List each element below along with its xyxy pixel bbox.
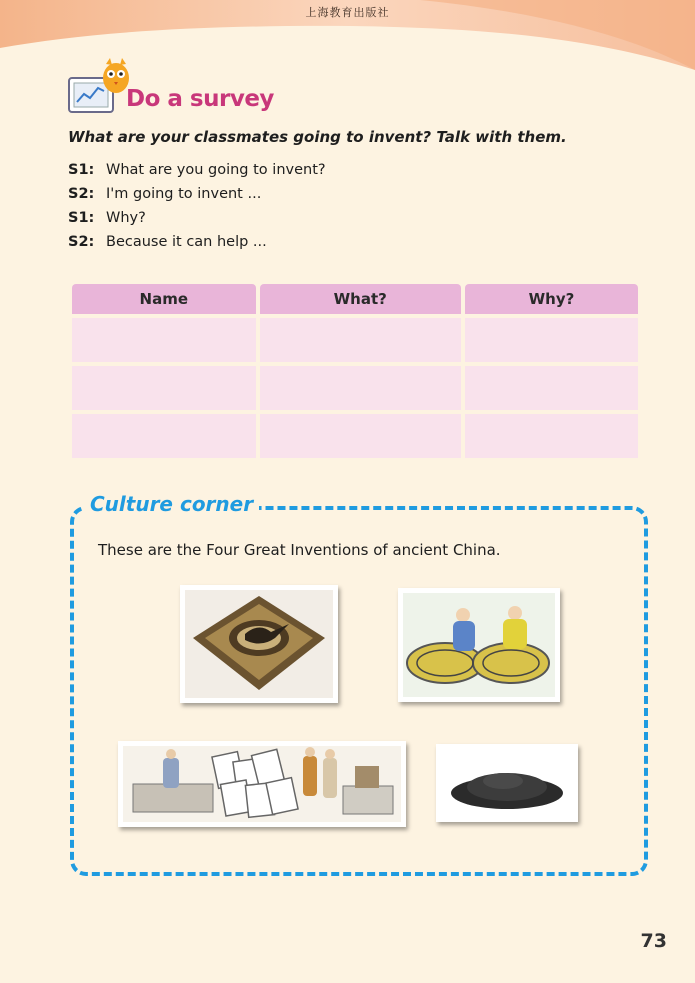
dialogue	[68, 158, 326, 254]
compass-image	[180, 585, 338, 703]
table-cell[interactable]	[72, 414, 256, 458]
culture-corner-text: These are the Four Great Inventions of ancient China.	[98, 541, 501, 559]
column-header-what: What?	[260, 284, 461, 314]
table-cell[interactable]	[465, 318, 638, 362]
dialogue-text: Why?	[106, 210, 146, 226]
speaker-label: S1:	[68, 162, 95, 178]
dialogue-text: What are you going to invent?	[106, 162, 326, 178]
speaker-label: S1:	[68, 210, 95, 226]
dialogue-line	[68, 158, 326, 182]
survey-instruction: What are your classmates going to invent? Talk with them.	[68, 128, 567, 146]
gunpowder-image	[436, 744, 578, 822]
dialogue-line	[68, 230, 326, 254]
table-cell[interactable]	[465, 414, 638, 458]
table-cell[interactable]	[260, 318, 461, 362]
column-header-why: Why?	[465, 284, 638, 314]
table-row	[72, 366, 638, 410]
dialogue-line	[68, 182, 326, 206]
table-cell[interactable]	[260, 366, 461, 410]
papermaking-image	[118, 741, 406, 827]
dialogue-line	[68, 206, 326, 230]
table-row	[72, 318, 638, 362]
survey-title: Do a survey	[126, 86, 274, 112]
column-header-name: Name	[72, 284, 256, 314]
page-number: 73	[640, 930, 667, 952]
printing-image	[398, 588, 560, 702]
table-cell[interactable]	[72, 366, 256, 410]
culture-corner-title: Culture corner	[84, 492, 259, 516]
speaker-label: S2:	[68, 234, 95, 250]
dialogue-text: I'm going to invent ...	[106, 186, 262, 202]
table-cell[interactable]	[72, 318, 256, 362]
table-cell[interactable]	[465, 366, 638, 410]
survey-table	[68, 280, 642, 462]
table-row	[72, 414, 638, 458]
table-cell[interactable]	[260, 414, 461, 458]
publisher-name: 上海教育出版社	[305, 6, 390, 19]
speaker-label: S2:	[68, 186, 95, 202]
dialogue-text: Because it can help ...	[106, 234, 267, 250]
